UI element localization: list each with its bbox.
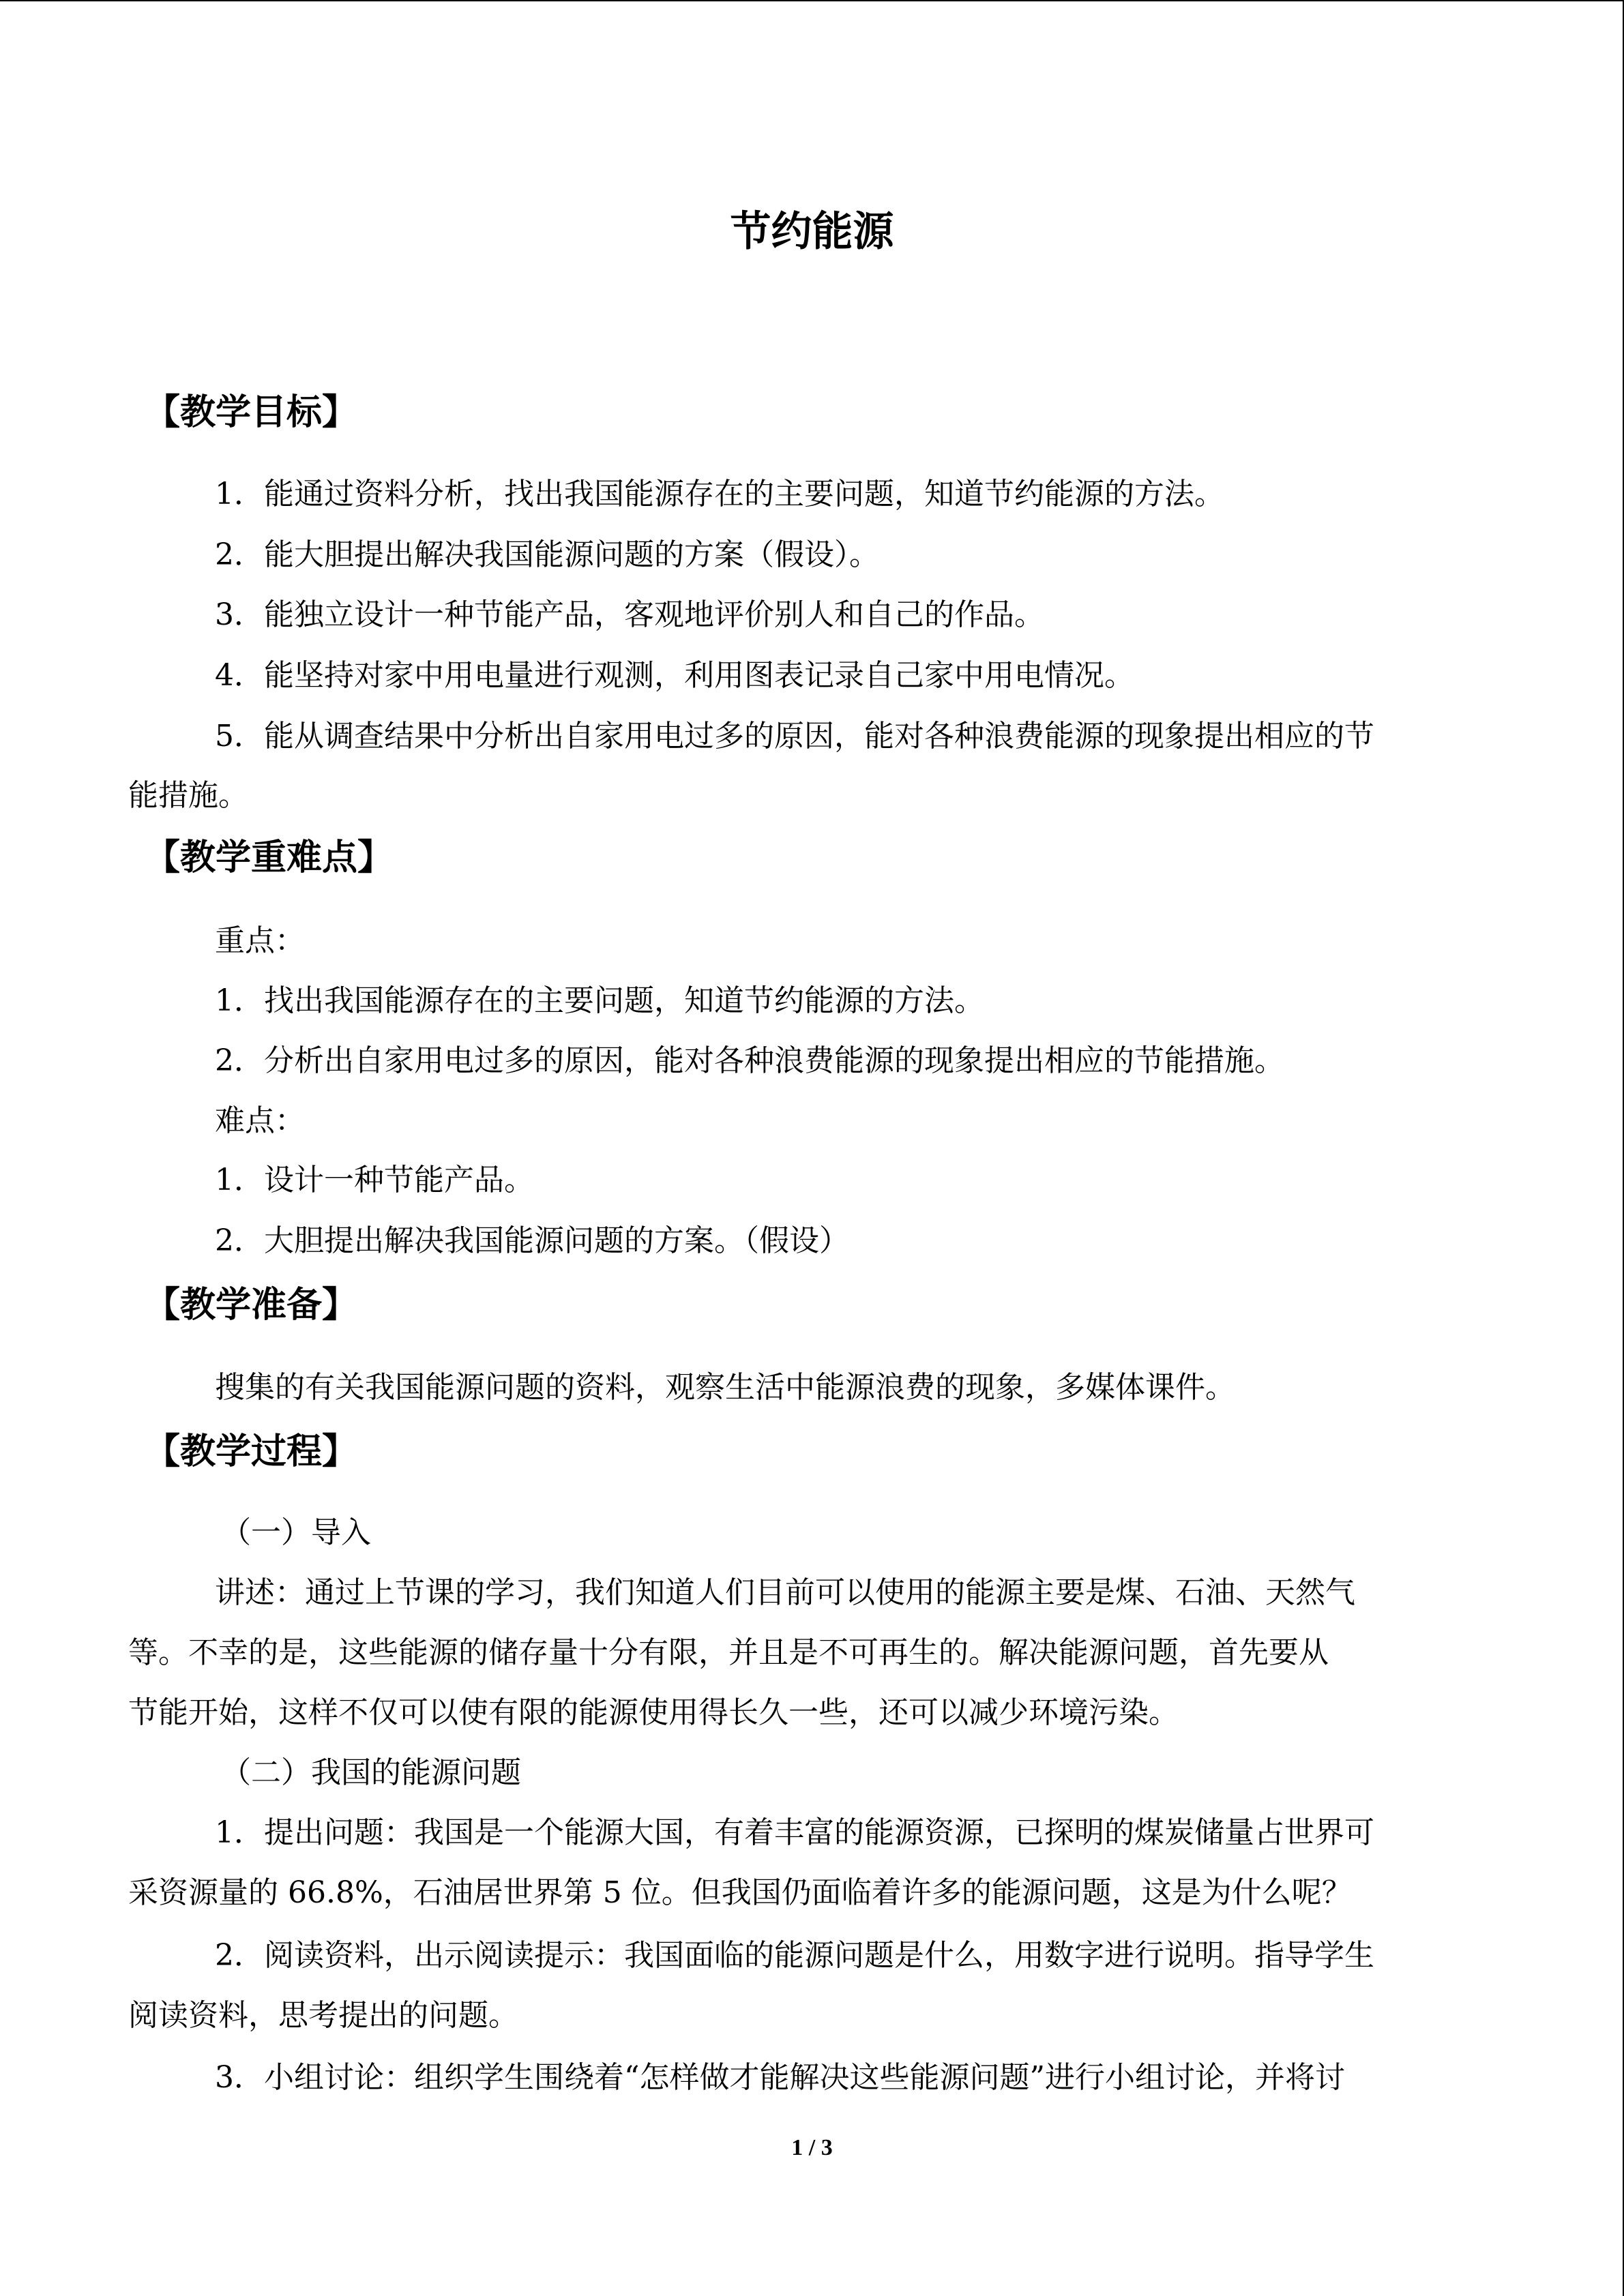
focus-label: 重点：: [215, 923, 305, 958]
page-number: 1 / 3: [791, 2135, 833, 2160]
difficulty-item-1: 1．设计一种节能产品。: [215, 1163, 534, 1197]
process-part1-line-2: 等。不幸的是，这些能源的储存量十分有限，并且是不可再生的。解决能源问题，首先要从: [128, 1635, 1329, 1670]
document-title: 节约能源: [730, 208, 894, 256]
process-part2-line-2: 采资源量的 66.8%，石油居世界第 5 位。但我国仍面临着许多的能源问题，这是为什么呢？: [128, 1875, 1352, 1910]
process-part1-line-3: 节能开始，这样不仅可以使有限的能源使用得长久一些，还可以减少环境污染。: [128, 1695, 1179, 1730]
heading-preparation: 【教学准备】: [145, 1285, 358, 1326]
focus-item-2: 2．分析出自家用电过多的原因，能对各种浪费能源的现象提出相应的节能措施。: [215, 1043, 1284, 1078]
objective-item-4: 4．能坚持对家中用电量进行观测，利用图表记录自己家中用电情况。: [215, 658, 1134, 693]
objective-item-1: 1．能通过资料分析，找出我国能源存在的主要问题，知道节约能源的方法。: [215, 477, 1224, 511]
objective-item-5: 5．能从调查结果中分析出自家用电过多的原因，能对各种浪费能源的现象提出相应的节: [215, 719, 1374, 754]
heading-objectives: 【教学目标】: [145, 392, 358, 433]
preparation-text: 搜集的有关我国能源问题的资料，观察生活中能源浪费的现象，多媒体课件。: [215, 1370, 1235, 1405]
page-border-top: [0, 0, 1624, 1]
difficulty-label: 难点：: [215, 1103, 305, 1138]
process-part2-line-4: 阅读资料，思考提出的问题。: [128, 1998, 518, 2033]
heading-process: 【教学过程】: [145, 1431, 358, 1472]
process-part1-line-1: 讲述：通过上节课的学习，我们知道人们目前可以使用的能源主要是煤、石油、天然气: [215, 1575, 1355, 1610]
objective-item-5-continued: 能措施。: [128, 778, 248, 813]
process-part2-line-3: 2．阅读资料，出示阅读提示：我国面临的能源问题是什么，用数字进行说明。指导学生: [215, 1938, 1374, 1973]
heading-key-points: 【教学重难点】: [145, 837, 394, 878]
objective-item-2: 2．能大胆提出解决我国能源问题的方案（假设）。: [215, 537, 879, 572]
difficulty-item-2: 2．大胆提出解决我国能源问题的方案。（假设）: [215, 1223, 849, 1258]
focus-item-1: 1．找出我国能源存在的主要问题，知道节约能源的方法。: [215, 983, 984, 1018]
process-part1-title: （一）导入: [221, 1515, 371, 1550]
process-part2-line-1: 1．提出问题：我国是一个能源大国，有着丰富的能源资源，已探明的煤炭储量占世界可: [215, 1815, 1374, 1850]
objective-item-3: 3．能独立设计一种节能产品，客观地评价别人和自己的作品。: [215, 597, 1044, 632]
process-part2-title: （二）我国的能源问题: [221, 1755, 521, 1790]
process-part2-line-5: 3．小组讨论：组织学生围绕着“怎样做才能解决这些能源问题”进行小组讨论，并将讨: [215, 2060, 1345, 2095]
